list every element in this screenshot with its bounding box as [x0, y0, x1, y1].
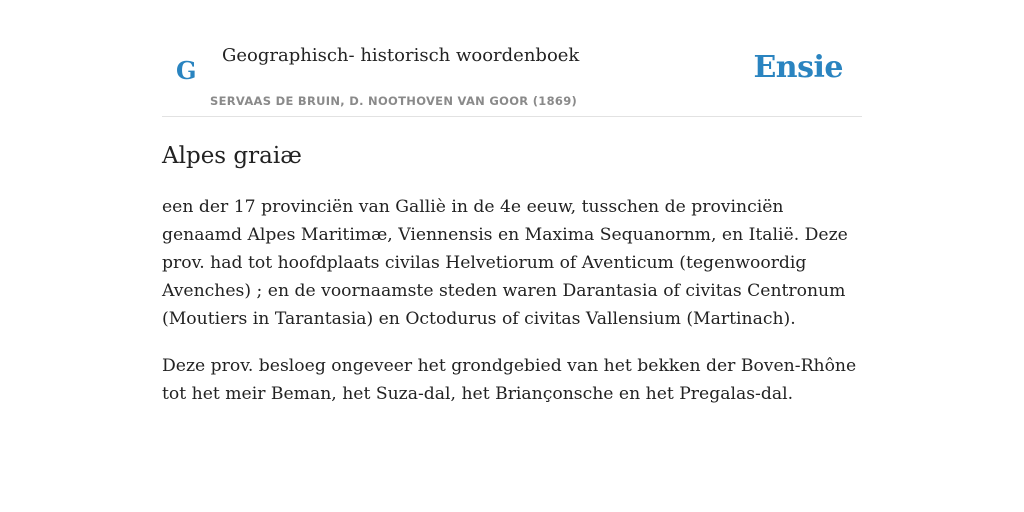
ensie-logo[interactable]: Ensie [753, 50, 843, 85]
entry-body [162, 193, 862, 408]
book-authors: SERVAAS DE BRUIN, D. NOOTHOVEN VAN GOOR (1869) [210, 94, 578, 108]
entry-paragraph: Deze prov. besloeg ongeveer het grondgebied van het bekken der Boven-Rhône tot het meir Beman, het Suza-dal, het Briançonsche en het Pregalas-dal. [162, 356, 857, 404]
book-title[interactable]: Geographisch- historisch woordenboek [222, 45, 580, 66]
book-header [162, 0, 862, 117]
entry-title: Alpes graiæ [162, 143, 302, 169]
book-logo-link[interactable]: G [176, 56, 197, 85]
page-container [162, 0, 862, 408]
entry-paragraph: een der 17 provinciën van Galliè in de 4e eeuw, tusschen de provinciën genaamd Alpes Maritimæ, Viennensis en Maxima Sequanornm, en Italië. Deze prov. had tot hoofdplaats civilas Helvetiorum of Aventicum (tegenwoordig Avenches) ; en de voornaamste steden waren Darantasia of civitas Centronum (Moutiers in Tarantasia) en Octodurus of civitas Vallensium (Martinach). [162, 197, 848, 329]
